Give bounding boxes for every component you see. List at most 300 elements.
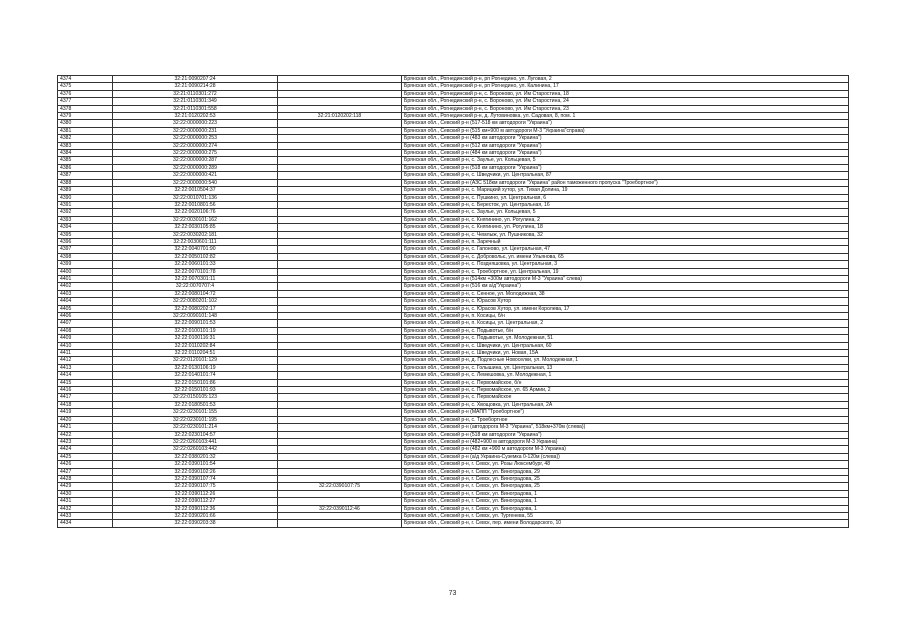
previous-cadastral-number-cell bbox=[278, 431, 402, 438]
table-row bbox=[58, 238, 849, 245]
table-row bbox=[58, 468, 849, 475]
address-cell: Брянская обл., Севский р-н, с. Поздняшовка, ул. Центральная, 3 bbox=[402, 261, 849, 268]
previous-cadastral-number-cell bbox=[278, 268, 402, 275]
cadastral-number-cell: 32:22:0120101:129 bbox=[113, 357, 278, 364]
previous-cadastral-number-cell bbox=[278, 83, 402, 90]
address-cell: Брянская обл., Севский р-н (МАПП "Троебортное") bbox=[402, 409, 849, 416]
previous-cadastral-number-cell bbox=[278, 401, 402, 408]
address-cell: Брянская обл., Севский р-н (518 км автодороги "Украина") bbox=[402, 164, 849, 171]
document-page bbox=[57, 75, 848, 528]
previous-cadastral-number-cell bbox=[278, 498, 402, 505]
cadastral-number-cell: 32:22:0010504:37 bbox=[113, 187, 278, 194]
row-number-cell: 4417 bbox=[58, 394, 113, 401]
previous-cadastral-number-cell bbox=[278, 76, 402, 83]
address-cell: Брянская обл., Севский р-н, п. Косицы, б/н bbox=[402, 313, 849, 320]
cadastral-number-cell: 32:22:0110204:51 bbox=[113, 350, 278, 357]
address-cell: Брянская обл., Севский р-н, с. Марицкий хутор, ул. Тихая Долина, 19 bbox=[402, 187, 849, 194]
address-cell: Брянская обл., Севский р-н (518 км автодороги "Украина") bbox=[402, 431, 849, 438]
previous-cadastral-number-cell bbox=[278, 105, 402, 112]
table-row bbox=[58, 246, 849, 253]
address-cell: Брянская обл., Рогнединский р-н, рп Рогнедино, ул. Луговая, 2 bbox=[402, 76, 849, 83]
cadastral-number-cell: 32:22:0390107:74 bbox=[113, 475, 278, 482]
table-row bbox=[58, 283, 849, 290]
row-number-cell: 4423 bbox=[58, 438, 113, 445]
previous-cadastral-number-cell: 32:22:0390112:46 bbox=[278, 505, 402, 512]
table-row bbox=[58, 320, 849, 327]
cadastral-number-cell: 32:21:0110301:558 bbox=[113, 105, 278, 112]
row-number-cell: 4422 bbox=[58, 431, 113, 438]
cadastral-number-cell: 32:22:0390112:36 bbox=[113, 505, 278, 512]
previous-cadastral-number-cell bbox=[278, 209, 402, 216]
address-cell: Брянская обл., Севский р-н (516 км а/д"Украина") bbox=[402, 283, 849, 290]
address-cell: Брянская обл., Севский р-н, с. Бересток, ул. Центральная, 16 bbox=[402, 201, 849, 208]
cadastral-number-cell: 32:22:0010801:56 bbox=[113, 201, 278, 208]
row-number-cell: 4398 bbox=[58, 253, 113, 260]
cadastral-number-cell: 32:22:0000000:289 bbox=[113, 164, 278, 171]
previous-cadastral-number-cell bbox=[278, 172, 402, 179]
row-number-cell: 4408 bbox=[58, 327, 113, 334]
address-cell: Брянская обл., Севский р-н (514км +300м автодороги М-3 "Украина" слева) bbox=[402, 275, 849, 282]
address-cell: Брянская обл., Севский р-н, г. Севск, ул. Розы Люксембург, 48 bbox=[402, 461, 849, 468]
table-row bbox=[58, 483, 849, 490]
row-number-cell: 4434 bbox=[58, 520, 113, 527]
table-row bbox=[58, 275, 849, 282]
row-number-cell: 4386 bbox=[58, 164, 113, 171]
previous-cadastral-number-cell bbox=[278, 201, 402, 208]
row-number-cell: 4425 bbox=[58, 453, 113, 460]
cadastral-number-cell: 32:22:0030601:111 bbox=[113, 238, 278, 245]
previous-cadastral-number-cell bbox=[278, 253, 402, 260]
address-cell: Брянская обл., Севский р-н, с. Юрасов Хутор, ул. имени Королева, 17 bbox=[402, 305, 849, 312]
address-cell: Брянская обл., Севский р-н, с. Шведчики, ул. Новая, 15А bbox=[402, 350, 849, 357]
table-row bbox=[58, 261, 849, 268]
table-row bbox=[58, 505, 849, 512]
previous-cadastral-number-cell bbox=[278, 335, 402, 342]
address-cell: Брянская обл., Севский р-н, с. Добровольє, ул. имени Ульянова, 65 bbox=[402, 253, 849, 260]
address-cell: Брянская обл., Севский р-н, с. Троебортное, ул. Центральная, 19 bbox=[402, 268, 849, 275]
row-number-cell: 4401 bbox=[58, 275, 113, 282]
address-cell: Брянская обл., Севский р-н, г. Севск, ул. Виноградова, 1 bbox=[402, 490, 849, 497]
address-cell: Брянская обл., Севский р-н, г. Севск, ул. Виноградова, 1 bbox=[402, 498, 849, 505]
table-row bbox=[58, 475, 849, 482]
previous-cadastral-number-cell bbox=[278, 224, 402, 231]
row-number-cell: 4414 bbox=[58, 372, 113, 379]
table-row bbox=[58, 105, 849, 112]
address-cell: Брянская обл., Севский р-н, г. Севск, ул. Виноградова, 25 bbox=[402, 483, 849, 490]
cadastral-number-cell: 32:22:0000000:275 bbox=[113, 150, 278, 157]
previous-cadastral-number-cell bbox=[278, 512, 402, 519]
address-cell: Брянская обл., Севский р-н, г. Севск, пер. имени Володарского, 10 bbox=[402, 520, 849, 527]
table-row bbox=[58, 342, 849, 349]
table-row bbox=[58, 90, 849, 97]
row-number-cell: 4387 bbox=[58, 172, 113, 179]
table-row bbox=[58, 394, 849, 401]
previous-cadastral-number-cell bbox=[278, 416, 402, 423]
address-cell: Брянская обл., Севский р-н, с. Первомайское, б/н bbox=[402, 379, 849, 386]
row-number-cell: 4395 bbox=[58, 231, 113, 238]
address-cell: Брянская обл., Севский р-н, г. Севск, ул. Виноградова, 29 bbox=[402, 468, 849, 475]
cadastral-number-cell: 32:22:0040701:90 bbox=[113, 246, 278, 253]
cadastral-number-cell: 32:22:0260103:442 bbox=[113, 446, 278, 453]
table-row bbox=[58, 127, 849, 134]
row-number-cell: 4424 bbox=[58, 446, 113, 453]
previous-cadastral-number-cell bbox=[278, 394, 402, 401]
row-number-cell: 4410 bbox=[58, 342, 113, 349]
cadastral-number-cell: 32:22:0030105:85 bbox=[113, 224, 278, 231]
table-row bbox=[58, 387, 849, 394]
previous-cadastral-number-cell bbox=[278, 142, 402, 149]
previous-cadastral-number-cell bbox=[278, 216, 402, 223]
table-row bbox=[58, 461, 849, 468]
address-cell: Брянская обл., Севский р-н (483 км автодороги "Украина") bbox=[402, 135, 849, 142]
table-row bbox=[58, 142, 849, 149]
cadastral-number-cell: 32:22:0150105:123 bbox=[113, 394, 278, 401]
cadastral-number-cell: 32:22:0080201:102 bbox=[113, 298, 278, 305]
cadastral-number-cell: 32:22:0390112:27 bbox=[113, 498, 278, 505]
table-row bbox=[58, 453, 849, 460]
cadastral-number-cell: 32:22:0260103:441 bbox=[113, 438, 278, 445]
previous-cadastral-number-cell bbox=[278, 246, 402, 253]
table-row bbox=[58, 490, 849, 497]
cadastral-number-cell: 32:22:0380201:32 bbox=[113, 453, 278, 460]
table-row bbox=[58, 372, 849, 379]
address-cell: Брянская обл., Севский р-н (484 км автодороги "Украина") bbox=[402, 150, 849, 157]
address-cell: Брянская обл., Севский р-н (482 км +900 м автодороги М-3 Украина) bbox=[402, 446, 849, 453]
address-cell: Брянская обл., Севский р-н, с. Подывотье, б/н bbox=[402, 327, 849, 334]
row-number-cell: 4376 bbox=[58, 90, 113, 97]
table-row bbox=[58, 157, 849, 164]
row-number-cell: 4390 bbox=[58, 194, 113, 201]
cadastral-number-cell: 32:22:0100116:31 bbox=[113, 335, 278, 342]
previous-cadastral-number-cell bbox=[278, 164, 402, 171]
cadastral-number-cell: 32:22:0230101:195 bbox=[113, 416, 278, 423]
address-cell: Брянская обл., Севский р-н (482+900 м автодороги М-3 Украина) bbox=[402, 438, 849, 445]
row-number-cell: 4382 bbox=[58, 135, 113, 142]
cadastral-number-cell: 32:22:0030202:181 bbox=[113, 231, 278, 238]
table-row bbox=[58, 216, 849, 223]
previous-cadastral-number-cell: 32:21:0120202:118 bbox=[278, 113, 402, 120]
cadastral-number-cell: 32:21:0110301:272 bbox=[113, 90, 278, 97]
address-cell: Брянская обл., Севский р-н, с. Хвощовка, ул. Центральная, 2А bbox=[402, 401, 849, 408]
table-row bbox=[58, 98, 849, 105]
address-cell: Брянская обл., Севский р-н, с. Шведчики, ул. Центральная, 87 bbox=[402, 172, 849, 179]
previous-cadastral-number-cell bbox=[278, 290, 402, 297]
previous-cadastral-number-cell bbox=[278, 438, 402, 445]
page-number: 73 bbox=[448, 590, 457, 597]
address-cell: Брянская обл., Севский р-н, с. Заулье, ул. Кольцевая, 5 bbox=[402, 209, 849, 216]
table-row bbox=[58, 438, 849, 445]
table-row bbox=[58, 179, 849, 186]
previous-cadastral-number-cell bbox=[278, 127, 402, 134]
address-cell: Брянская обл., Севский р-н, г. Севск, ул. Тургенева, 55 bbox=[402, 512, 849, 519]
previous-cadastral-number-cell bbox=[278, 364, 402, 371]
address-cell: Брянская обл., Севский р-н, с. Лемешовка, ул. Молодежная, 1 bbox=[402, 372, 849, 379]
previous-cadastral-number-cell bbox=[278, 90, 402, 97]
table-row bbox=[58, 290, 849, 297]
table-row bbox=[58, 350, 849, 357]
cadastral-number-cell: 32:22:0390101:54 bbox=[113, 461, 278, 468]
table-row bbox=[58, 83, 849, 90]
address-cell: Брянская обл., Севский р-н, г. Севск, ул. Виноградова, 25 bbox=[402, 475, 849, 482]
previous-cadastral-number-cell bbox=[278, 313, 402, 320]
row-number-cell: 4406 bbox=[58, 313, 113, 320]
table-row bbox=[58, 135, 849, 142]
address-cell: Брянская обл., Севский р-н (517-518 км автодороги "Украина") bbox=[402, 120, 849, 127]
table-row bbox=[58, 76, 849, 83]
row-number-cell: 4397 bbox=[58, 246, 113, 253]
row-number-cell: 4415 bbox=[58, 379, 113, 386]
cadastral-number-cell: 32:22:0060101:33 bbox=[113, 261, 278, 268]
address-cell: Брянская обл., Севский р-н, с. Первомайское, ул. 65 Армии, 2 bbox=[402, 387, 849, 394]
row-number-cell: 4392 bbox=[58, 209, 113, 216]
cadastral-number-cell: 32:22:0030101:162 bbox=[113, 216, 278, 223]
table-row bbox=[58, 187, 849, 194]
address-cell: Брянская обл., Севский р-н, с. Сенное, ул. Молодежная, 38 bbox=[402, 290, 849, 297]
table-row bbox=[58, 201, 849, 208]
cadastral-number-cell: 32:22:0110202:84 bbox=[113, 342, 278, 349]
row-number-cell: 4384 bbox=[58, 150, 113, 157]
previous-cadastral-number-cell bbox=[278, 446, 402, 453]
address-cell: Брянская обл., Севский р-н, с. Юрасов Хутор bbox=[402, 298, 849, 305]
previous-cadastral-number-cell bbox=[278, 157, 402, 164]
table-row bbox=[58, 113, 849, 120]
previous-cadastral-number-cell bbox=[278, 372, 402, 379]
row-number-cell: 4416 bbox=[58, 387, 113, 394]
previous-cadastral-number-cell bbox=[278, 468, 402, 475]
row-number-cell: 4433 bbox=[58, 512, 113, 519]
table-row bbox=[58, 172, 849, 179]
address-cell: Брянская обл., Севский р-н, с. Первомайское bbox=[402, 394, 849, 401]
cadastral-number-cell: 32:21:0120202:53 bbox=[113, 113, 278, 120]
row-number-cell: 4432 bbox=[58, 505, 113, 512]
previous-cadastral-number-cell bbox=[278, 387, 402, 394]
cadastral-number-cell: 32:22:0020106:76 bbox=[113, 209, 278, 216]
address-cell: Брянская обл., Севский р-н, п. Заречный bbox=[402, 238, 849, 245]
previous-cadastral-number-cell bbox=[278, 357, 402, 364]
row-number-cell: 4380 bbox=[58, 120, 113, 127]
table-row bbox=[58, 305, 849, 312]
address-cell: Брянская обл., Севский р-н, с. Княгинино, ул. Рогулина, 18 bbox=[402, 224, 849, 231]
row-number-cell: 4385 bbox=[58, 157, 113, 164]
table-row bbox=[58, 520, 849, 527]
address-cell: Брянская обл., Севский р-н, с. Голышина, ул. Центральная, 13 bbox=[402, 364, 849, 371]
address-cell: Брянская обл., Севский р-н, п. Косицы, ул. Центральная, 2 bbox=[402, 320, 849, 327]
row-number-cell: 4428 bbox=[58, 475, 113, 482]
table-row bbox=[58, 327, 849, 334]
previous-cadastral-number-cell bbox=[278, 275, 402, 282]
previous-cadastral-number-cell bbox=[278, 135, 402, 142]
previous-cadastral-number-cell bbox=[278, 453, 402, 460]
address-cell: Брянская обл., Севский р-н (515 км+900 м автодороги М-3 "Украина"справа) bbox=[402, 127, 849, 134]
previous-cadastral-number-cell bbox=[278, 490, 402, 497]
row-number-cell: 4394 bbox=[58, 224, 113, 231]
table-row bbox=[58, 231, 849, 238]
address-cell: Брянская обл., Севский р-н, с. Заулье, ул. Кольцевая, 5 bbox=[402, 157, 849, 164]
row-number-cell: 4407 bbox=[58, 320, 113, 327]
cadastral-number-cell: 32:22:0090101:148 bbox=[113, 313, 278, 320]
row-number-cell: 4427 bbox=[58, 468, 113, 475]
cadastral-number-cell: 32:22:0000000:421 bbox=[113, 172, 278, 179]
address-cell: Брянская обл., Рогнединский р-н, с. Вороново, ул. Им Старостина, 23 bbox=[402, 105, 849, 112]
address-cell: Брянская обл., Севский р-н, с. Чемлыж, ул. Пушникова, 32 bbox=[402, 231, 849, 238]
address-cell: Брянская обл., Севский р-н, с. Пушкино, ул. Центральная, 6 bbox=[402, 194, 849, 201]
cadastral-number-cell: 32:22:0000000:540 bbox=[113, 179, 278, 186]
row-number-cell: 4400 bbox=[58, 268, 113, 275]
previous-cadastral-number-cell bbox=[278, 320, 402, 327]
row-number-cell: 4404 bbox=[58, 298, 113, 305]
previous-cadastral-number-cell bbox=[278, 238, 402, 245]
previous-cadastral-number-cell bbox=[278, 379, 402, 386]
cadastral-number-cell: 32:22:0000000:231 bbox=[113, 127, 278, 134]
address-cell: Брянская обл., Рогнединский р-н, рп Рогнедино, ул. Калинина, 17 bbox=[402, 83, 849, 90]
cadastral-number-cell: 32:22:0090101:53 bbox=[113, 320, 278, 327]
cadastral-number-cell: 32:22:0000000:274 bbox=[113, 142, 278, 149]
row-number-cell: 4377 bbox=[58, 98, 113, 105]
row-number-cell: 4389 bbox=[58, 187, 113, 194]
row-number-cell: 4426 bbox=[58, 461, 113, 468]
table-row bbox=[58, 446, 849, 453]
registry-table bbox=[57, 75, 849, 528]
table-row bbox=[58, 364, 849, 371]
previous-cadastral-number-cell bbox=[278, 98, 402, 105]
cadastral-number-cell: 32:22:0050102:82 bbox=[113, 253, 278, 260]
previous-cadastral-number-cell bbox=[278, 283, 402, 290]
address-cell: Брянская обл., Рогнединский р-н, с. Вороново, ул. Им Старостина, 18 bbox=[402, 90, 849, 97]
row-number-cell: 4388 bbox=[58, 179, 113, 186]
previous-cadastral-number-cell bbox=[278, 475, 402, 482]
address-cell: Брянская обл., Севский р-н, с. Подывотье, ул. Молодежная, 51 bbox=[402, 335, 849, 342]
previous-cadastral-number-cell bbox=[278, 231, 402, 238]
table-row bbox=[58, 409, 849, 416]
table-row bbox=[58, 401, 849, 408]
address-cell: Брянская обл., Севский р-н (а/д Украина-Суземка 0-120м (слева)) bbox=[402, 453, 849, 460]
table-row bbox=[58, 512, 849, 519]
row-number-cell: 4403 bbox=[58, 290, 113, 297]
cadastral-number-cell: 32:22:0140101:74 bbox=[113, 372, 278, 379]
table-row bbox=[58, 298, 849, 305]
registry-table-body bbox=[58, 76, 849, 528]
row-number-cell: 4374 bbox=[58, 76, 113, 83]
cadastral-number-cell: 32:22:0390107:75 bbox=[113, 483, 278, 490]
row-number-cell: 4431 bbox=[58, 498, 113, 505]
previous-cadastral-number-cell bbox=[278, 298, 402, 305]
previous-cadastral-number-cell bbox=[278, 327, 402, 334]
table-row bbox=[58, 424, 849, 431]
address-cell: Брянская обл., Севский р-н, д. Подлесные Новоселки, ул. Молодежная, 1 bbox=[402, 357, 849, 364]
cadastral-number-cell: 32:22:0130106:19 bbox=[113, 364, 278, 371]
cadastral-number-cell: 32:22:0390102:26 bbox=[113, 468, 278, 475]
row-number-cell: 4430 bbox=[58, 490, 113, 497]
row-number-cell: 4396 bbox=[58, 238, 113, 245]
table-row bbox=[58, 253, 849, 260]
address-cell: Брянская обл., Севский р-н (автодорога М-3 "Украина", 518км+370м (слева)) bbox=[402, 424, 849, 431]
cadastral-number-cell: 32:22:0000000:287 bbox=[113, 157, 278, 164]
table-row bbox=[58, 120, 849, 127]
cadastral-number-cell: 32:21:0090207:24 bbox=[113, 76, 278, 83]
cadastral-number-cell: 32:22:0230104:57 bbox=[113, 431, 278, 438]
previous-cadastral-number-cell bbox=[278, 261, 402, 268]
previous-cadastral-number-cell bbox=[278, 461, 402, 468]
table-row bbox=[58, 498, 849, 505]
table-row bbox=[58, 416, 849, 423]
previous-cadastral-number-cell bbox=[278, 179, 402, 186]
previous-cadastral-number-cell bbox=[278, 305, 402, 312]
row-number-cell: 4419 bbox=[58, 409, 113, 416]
previous-cadastral-number-cell bbox=[278, 120, 402, 127]
table-row bbox=[58, 313, 849, 320]
table-row bbox=[58, 224, 849, 231]
cadastral-number-cell: 32:22:0230101:155 bbox=[113, 409, 278, 416]
cadastral-number-cell: 32:22:0390201:66 bbox=[113, 512, 278, 519]
row-number-cell: 4420 bbox=[58, 416, 113, 423]
cadastral-number-cell: 32:22:0230101:214 bbox=[113, 424, 278, 431]
row-number-cell: 4409 bbox=[58, 335, 113, 342]
row-number-cell: 4379 bbox=[58, 113, 113, 120]
address-cell: Брянская обл., Севский р-н, с. Троебортное bbox=[402, 416, 849, 423]
cadastral-number-cell: 32:22:0080104:72 bbox=[113, 290, 278, 297]
row-number-cell: 4381 bbox=[58, 127, 113, 134]
row-number-cell: 4378 bbox=[58, 105, 113, 112]
table-row bbox=[58, 357, 849, 364]
previous-cadastral-number-cell bbox=[278, 194, 402, 201]
cadastral-number-cell: 32:21:0110301:349 bbox=[113, 98, 278, 105]
address-cell: Брянская обл., Севский р-н (512 км автодороги "Украина") bbox=[402, 142, 849, 149]
address-cell: Брянская обл., Севский р-н, с. Княгинино, ул. Рогулина, 2 bbox=[402, 216, 849, 223]
table-row bbox=[58, 379, 849, 386]
cadastral-number-cell: 32:22:0070101:78 bbox=[113, 268, 278, 275]
table-row bbox=[58, 164, 849, 171]
previous-cadastral-number-cell bbox=[278, 424, 402, 431]
row-number-cell: 4413 bbox=[58, 364, 113, 371]
cadastral-number-cell: 32:22:0000000:253 bbox=[113, 135, 278, 142]
address-cell: Брянская обл., Севский р-н, с. Гапоново, ул. Центральная, 47 bbox=[402, 246, 849, 253]
address-cell: Брянская обл., Севский р-н, г. Севск, ул. Виноградова, 1 bbox=[402, 505, 849, 512]
cadastral-number-cell: 32:22:0070301:11 bbox=[113, 275, 278, 282]
cadastral-number-cell: 32:22:0010701:136 bbox=[113, 194, 278, 201]
row-number-cell: 4429 bbox=[58, 483, 113, 490]
cadastral-number-cell: 32:22:0080202:17 bbox=[113, 305, 278, 312]
previous-cadastral-number-cell bbox=[278, 409, 402, 416]
row-number-cell: 4402 bbox=[58, 283, 113, 290]
previous-cadastral-number-cell: 32:22:0390107:75 bbox=[278, 483, 402, 490]
cadastral-number-cell: 32:22:0000000:223 bbox=[113, 120, 278, 127]
row-number-cell: 4418 bbox=[58, 401, 113, 408]
cadastral-number-cell: 32:22:0100101:19 bbox=[113, 327, 278, 334]
previous-cadastral-number-cell bbox=[278, 150, 402, 157]
row-number-cell: 4399 bbox=[58, 261, 113, 268]
row-number-cell: 4412 bbox=[58, 357, 113, 364]
row-number-cell: 4405 bbox=[58, 305, 113, 312]
table-row bbox=[58, 335, 849, 342]
address-cell: Брянская обл., Севский р-н (АЗС 518км автодороги "Украина" район таможенного пропуска "Троебортное") bbox=[402, 179, 849, 186]
table-row bbox=[58, 194, 849, 201]
address-cell: Брянская обл., Рогнединский р-н, д. Лутовиновка, ул. Садовая, 8, пом. 1 bbox=[402, 113, 849, 120]
cadastral-number-cell: 32:22:0390112:26 bbox=[113, 490, 278, 497]
cadastral-number-cell: 32:22:0180501:53 bbox=[113, 401, 278, 408]
previous-cadastral-number-cell bbox=[278, 187, 402, 194]
row-number-cell: 4421 bbox=[58, 424, 113, 431]
table-row bbox=[58, 209, 849, 216]
previous-cadastral-number-cell bbox=[278, 342, 402, 349]
table-row bbox=[58, 150, 849, 157]
row-number-cell: 4375 bbox=[58, 83, 113, 90]
table-row bbox=[58, 268, 849, 275]
cadastral-number-cell: 32:22:0070707:4 bbox=[113, 283, 278, 290]
cadastral-number-cell: 32:22:0390203:38 bbox=[113, 520, 278, 527]
cadastral-number-cell: 32:21:0090214:28 bbox=[113, 83, 278, 90]
address-cell: Брянская обл., Севский р-н, с. Шведчики, ул. Центральная, 60 bbox=[402, 342, 849, 349]
row-number-cell: 4391 bbox=[58, 201, 113, 208]
